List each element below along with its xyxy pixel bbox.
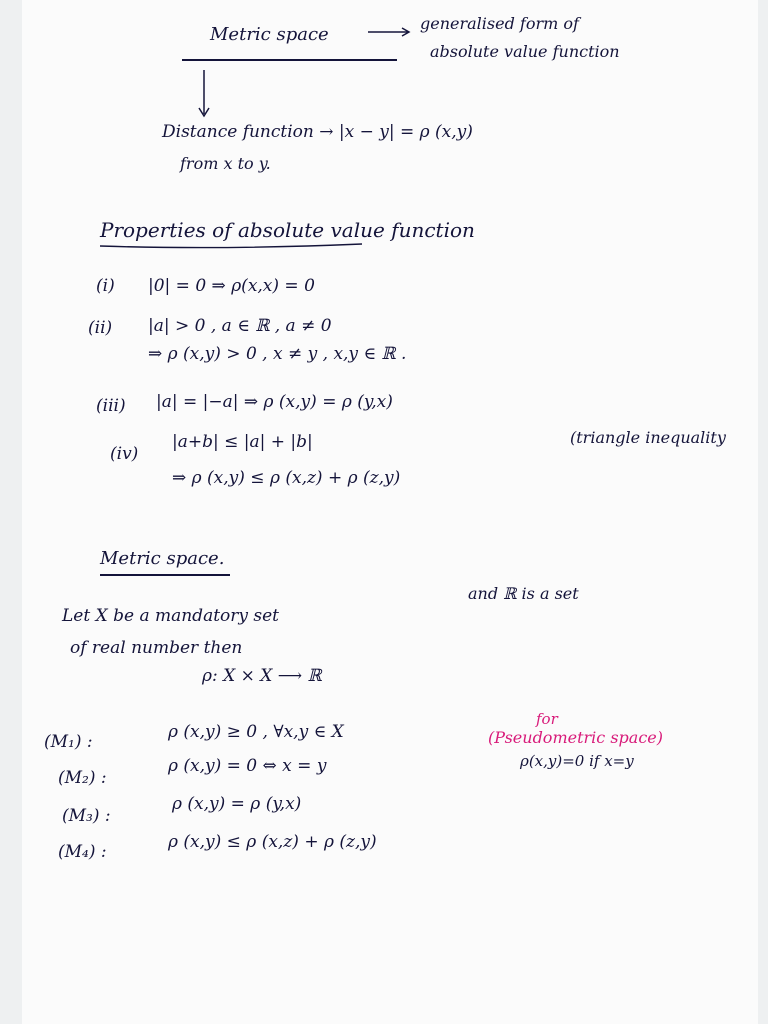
axiom-label-m4: (M₄) : <box>58 842 107 862</box>
property-text-4: |a+b| ≤ |a| + |b| <box>172 432 313 452</box>
notebook-page <box>22 0 758 1024</box>
property-text-2: |a| > 0 , a ∈ ℝ , a ≠ 0 <box>148 316 332 336</box>
definition-line-1a: Let X be a mandatory set <box>62 606 280 626</box>
metric-space-title: Metric space. <box>100 548 225 569</box>
ink-strokes <box>22 0 758 1024</box>
definition-line-2: of real number then <box>70 638 243 658</box>
pseudo-note-condition: ρ(x,y)=0 if x=y <box>520 752 634 770</box>
axiom-label-m1: (M₁) : <box>44 732 93 752</box>
triangle-inequality-note: (triangle inequality <box>570 428 726 447</box>
property-text-1: |0| = 0 ⇒ ρ(x,x) = 0 <box>148 276 315 296</box>
axiom-text-m1: ρ (x,y) ≥ 0 , ∀x,y ∈ X <box>168 722 344 742</box>
axiom-text-m4: ρ (x,y) ≤ ρ (x,z) + ρ (z,y) <box>168 832 377 852</box>
definition-line-1b: and ℝ is a set <box>468 584 579 603</box>
pseudo-note-for: for <box>536 710 558 728</box>
generalised-text-1: generalised form of <box>420 14 579 33</box>
metric-space-heading: Metric space <box>210 24 329 45</box>
pseudo-note-title: (Pseudometric space) <box>488 728 663 747</box>
axiom-label-m2: (M₂) : <box>58 768 107 788</box>
property-text-2b: ⇒ ρ (x,y) > 0 , x ≠ y , x,y ∈ ℝ . <box>148 344 407 364</box>
property-text-3: |a| = |−a| ⇒ ρ (x,y) = ρ (y,x) <box>156 392 393 412</box>
axiom-text-m2: ρ (x,y) = 0 ⇔ x = y <box>168 756 327 776</box>
distance-from-line: from x to y. <box>180 154 271 173</box>
properties-title: Properties of absolute value function <box>100 218 475 242</box>
property-num-3: (iii) <box>96 396 126 416</box>
axiom-text-m3: ρ (x,y) = ρ (y,x) <box>172 794 302 814</box>
axiom-label-m3: (M₃) : <box>62 806 111 826</box>
property-num-1: (i) <box>96 276 115 296</box>
generalised-text-2: absolute value function <box>430 42 620 61</box>
properties-title-underline <box>100 244 362 248</box>
property-text-4b: ⇒ ρ (x,y) ≤ ρ (x,z) + ρ (z,y) <box>172 468 401 488</box>
property-num-4: (iv) <box>110 444 139 464</box>
distance-function-line: Distance function → |x − y| = ρ (x,y) <box>162 122 473 142</box>
property-num-2: (ii) <box>88 318 113 338</box>
definition-line-3: ρ: X × X ⟶ ℝ <box>202 666 322 686</box>
